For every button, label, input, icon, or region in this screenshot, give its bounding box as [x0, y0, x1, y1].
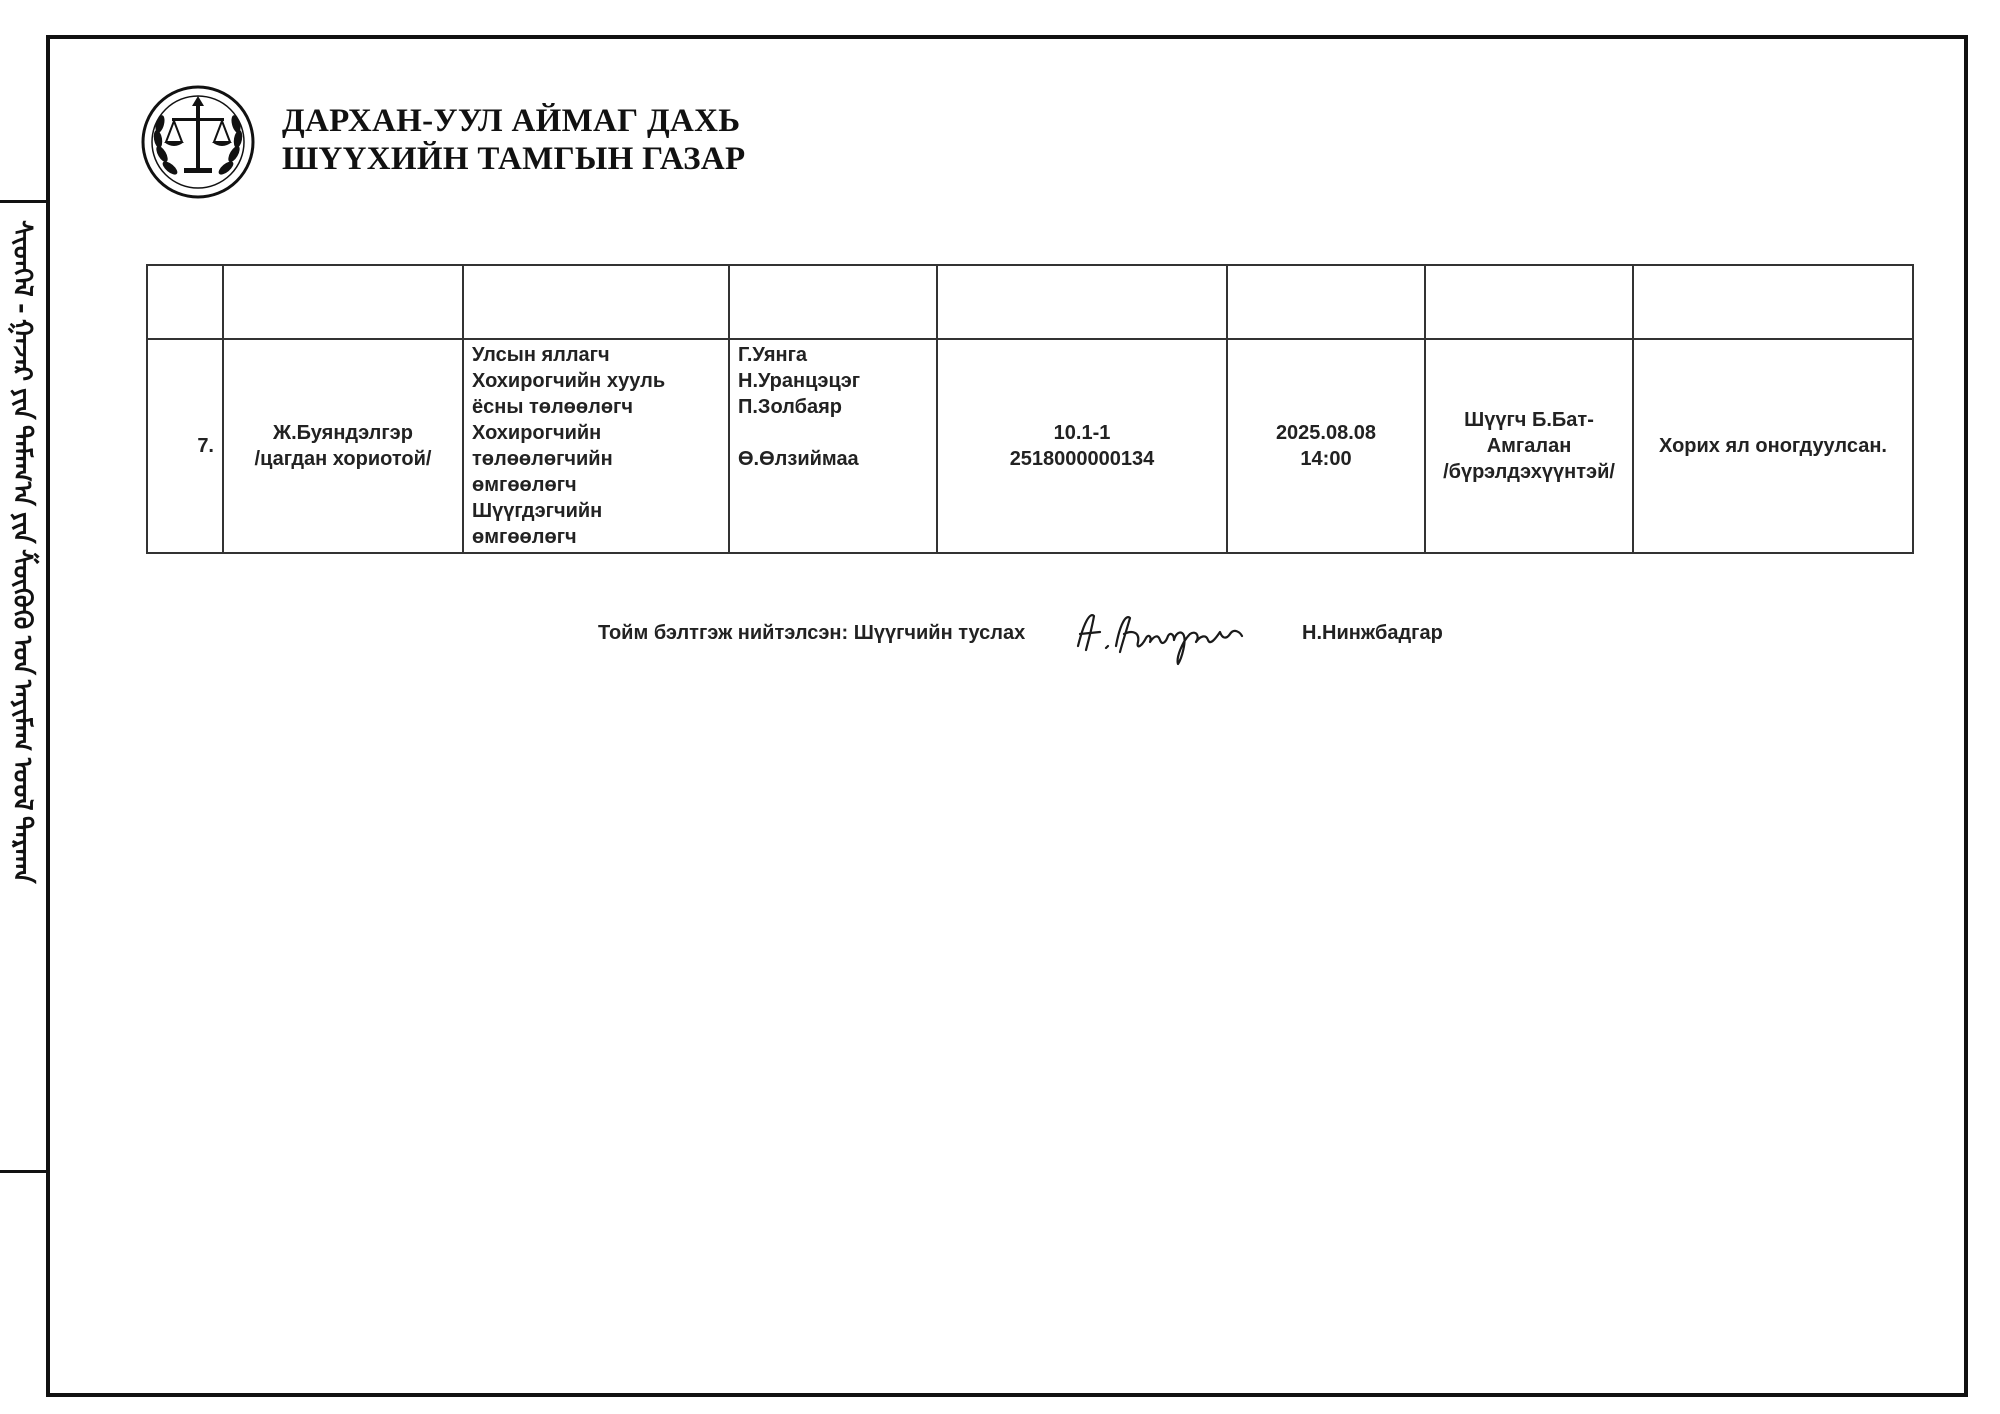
- hearing-time: 14:00: [1300, 448, 1352, 470]
- side-word: ᠲᠠᠮᠠᠭ᠎ᠠ: [7, 424, 37, 506]
- side-word: ᠰᠢᠳᠬᠡᠯ: [7, 220, 37, 297]
- assistant-name: Н.Нинжбадгар: [1302, 622, 1443, 644]
- side-word: ᠱᠦᠭᠦᠬᠦ: [7, 549, 37, 630]
- organization-title: [282, 102, 745, 178]
- persons-cell: [729, 339, 937, 553]
- result-cell: Хорих ял оногдуулсан.: [1633, 339, 1913, 553]
- hearing-datetime-cell: [1227, 339, 1425, 553]
- participant-line: өмгөөлөгч: [472, 474, 577, 496]
- table-cell: [937, 265, 1227, 339]
- side-word: -: [7, 302, 37, 314]
- participant-line: Хохирогчийн: [472, 422, 602, 444]
- case-schedule-table: [146, 264, 1914, 554]
- participant-line: Улсын яллагч: [472, 344, 610, 366]
- side-rule-bottom: [0, 1170, 46, 1173]
- court-emblem-logo: [140, 84, 256, 200]
- table-cell: [729, 265, 937, 339]
- participant-line: Хохирогчийн хууль: [472, 370, 666, 392]
- participant-line: Шүүгдэгчийн: [472, 500, 603, 522]
- judge-cell: [1425, 339, 1633, 553]
- participant-line: төлөөлөгчийн: [472, 448, 613, 470]
- defendant-status: /цагдан хориотой/: [254, 448, 432, 470]
- org-title-line1: ДАРХАН-УУЛ АЙМАГ ДАХЬ: [282, 103, 741, 139]
- case-number: 2518000000134: [1009, 448, 1155, 470]
- table-header-row: [147, 265, 1913, 339]
- person-name: Н.Уранцэцэг: [738, 370, 861, 392]
- person-name: Ө.Өлзиймаа: [738, 448, 859, 470]
- table-cell: [1633, 265, 1913, 339]
- defendant-name: Ж.Буяндэлгэр: [273, 422, 413, 444]
- hearing-date: 2025.08.08: [1275, 422, 1377, 444]
- participants-cell: [463, 339, 729, 553]
- handwritten-signature: [1070, 602, 1250, 668]
- side-word: ᠶᠢᠨ: [7, 511, 37, 544]
- participant-line: ёсны төлөөлөгч: [472, 396, 633, 418]
- table-cell: [1425, 265, 1633, 339]
- org-title-line2: ШҮҮХИЙН ТАМГЫН ГАЗАР: [282, 141, 746, 177]
- row-number: 7.: [147, 339, 223, 553]
- mongolian-script-side-text: [2, 220, 42, 1150]
- side-word: ᠭᠠᠵᠠᠷ: [7, 319, 37, 382]
- side-rule-top: [0, 200, 46, 203]
- case-article-cell: [937, 339, 1227, 553]
- person-name: П.Золбаяр: [738, 396, 842, 418]
- page-border: [46, 35, 1968, 1397]
- prepared-by-label: Тойм бэлтгэж нийтэлсэн: Шүүгчийн туслах: [598, 622, 1026, 644]
- judge-line: /бүрэлдэхүүнтэй/: [1443, 461, 1615, 483]
- article-code: 10.1-1: [1053, 422, 1111, 444]
- table-cell: [223, 265, 463, 339]
- defendant-cell: [223, 339, 463, 553]
- side-word: ᠶᠢᠨ: [7, 387, 37, 419]
- judge-line: Амгалан: [1486, 435, 1572, 457]
- person-name: Г.Уянга: [738, 344, 808, 366]
- side-word: ᠤᠨ: [7, 635, 37, 675]
- person-spacer: [738, 420, 928, 446]
- table-cell: [463, 265, 729, 339]
- table-row: [147, 339, 1913, 553]
- participant-line: өмгөөлөгч: [472, 526, 577, 548]
- side-word: ᠤᠤᠯ: [7, 757, 37, 811]
- side-word: ᠳᠠᠷᠬᠠᠨ: [7, 816, 37, 884]
- judge-line: Шүүгч Б.Бат-: [1464, 409, 1594, 431]
- side-word: ᠠᠶᠢᠮᠠᠭ: [7, 680, 37, 752]
- table-cell: [147, 265, 223, 339]
- table-cell: [1227, 265, 1425, 339]
